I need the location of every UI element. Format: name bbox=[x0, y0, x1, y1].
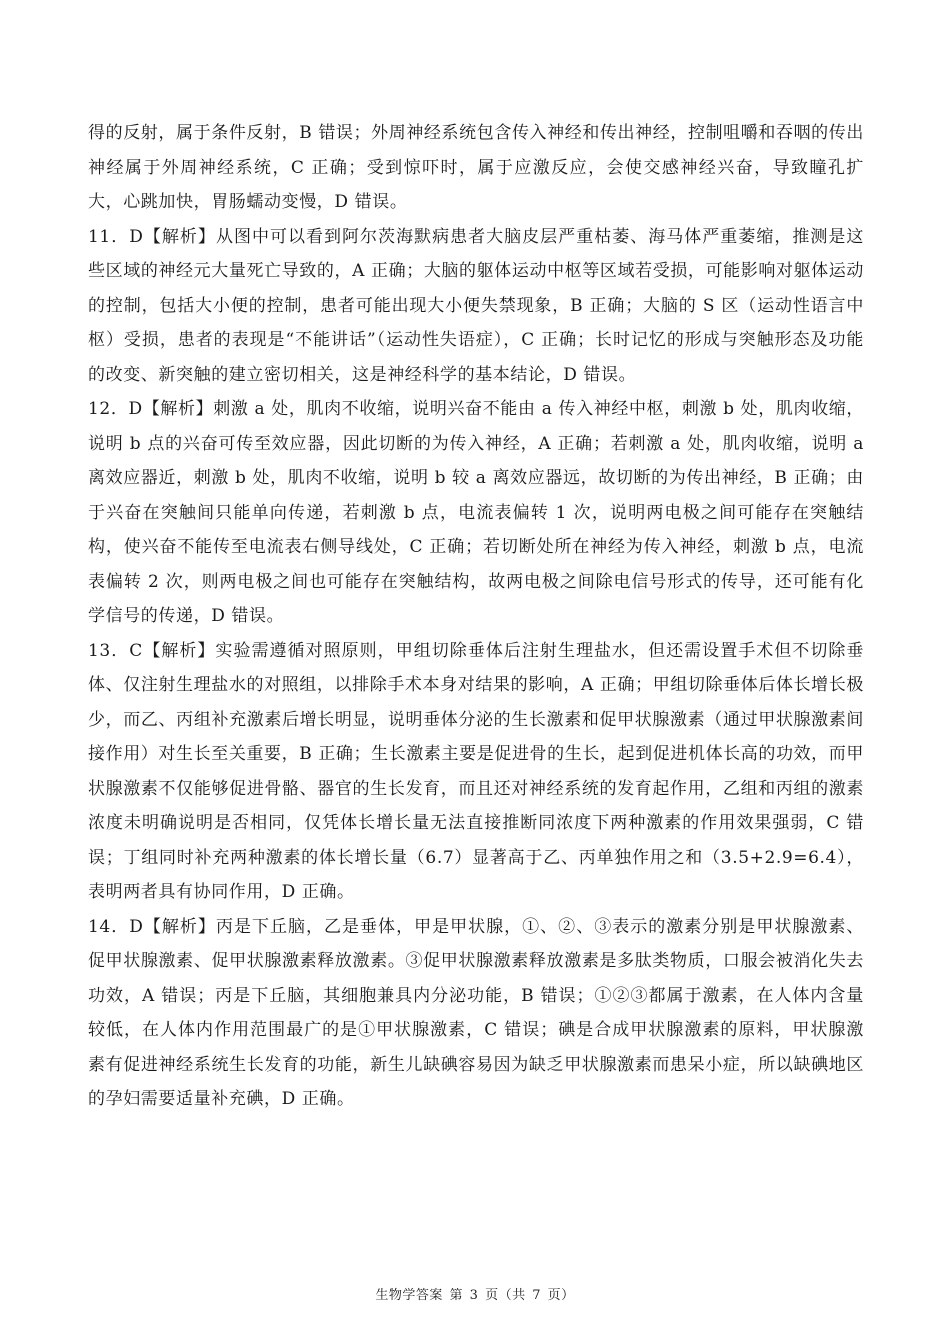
footer-subject: 生物学答案 bbox=[375, 1288, 443, 1303]
paragraph-q14: 14．D【解析】丙是下丘脑，乙是垂体，甲是甲状腺，①、②、③表示的激素分别是甲状腺激素、促甲状腺激素、促甲状腺激素释放激素。③促甲状腺激素释放激素是多肽类物质，口服会被消化失去功效，A 错误；丙是下丘脑，其细胞兼具内分泌功能，B 错误；①②③都属于激素，在人体内含量较低，在人体内作用范围最广的是①甲状腺激素，C 错误；碘是合成甲状腺激素的原料，甲状腺激素有促进神经系统生长发育的功能，新生儿缺碘容易因为缺乏甲状腺激素而患呆小症，所以缺碘地区的孕妇需要适量补充碘，D 正确。 bbox=[88, 916, 864, 1109]
paragraph-q12: 12．D【解析】刺激 a 处，肌肉不收缩，说明兴奋不能由 a 传入神经中枢，刺激 b 处，肌肉收缩，说明 b 点的兴奋可传至效应器，因此切断的为传入神经，A 正确；若刺激 a 处，肌肉收缩，说明 a 离效应器近，刺激 b 处，肌肉不收缩，说明 b 较 a 离效应器远，故切断的为传出神经，B 正确；由于兴奋在突触间只能单向传递，若刺激 b 点，电流表偏转 1 次，说明两电极之间可能存在突触结构，使兴奋不能传至电流表右侧导线处，C 正确；若切断处所在神经为传入神经，刺激 b 点，电流表偏转 2 次，则两电极之间也可能存在突触结构，故两电极之间除电信号形式的传导，还可能有化学信号的传递，D 错误。 bbox=[88, 399, 864, 626]
answer-body bbox=[88, 116, 864, 1117]
footer-total-suffix: 页） bbox=[547, 1288, 575, 1303]
paragraph-q11: 11．D【解析】从图中可以看到阿尔茨海默病患者大脑皮层严重枯萎、海马体严重萎缩，推测是这些区域的神经元大量死亡导致的，A 正确；大脑的躯体运动中枢等区域若受损，可能影响对躯体运动的控制，包括大小便的控制，患者可能出现大小便失禁现象，B 正确；大脑的 S 区（运动性语言中枢）受损，患者的表现是“不能讲话”（运动性失语症），C 正确；长时记忆的形成与突触形态及功能的改变、新突触的建立密切相关，这是神经科学的基本结论，D 错误。 bbox=[88, 226, 864, 385]
footer-page-prefix: 第 bbox=[449, 1288, 463, 1303]
paragraph-q13: 13．C【解析】实验需遵循对照原则，甲组切除垂体后注射生理盐水，但还需设置手术但不切除垂体、仅注射生理盐水的对照组，以排除手术本身对结果的影响，A 正确；甲组切除垂体后体长增长极少，而乙、丙组补充激素后增长明显，说明垂体分泌的生长激素和促甲状腺激素（通过甲状腺激素间接作用）对生长至关重要，B 正确；生长激素主要是促进骨的生长，起到促进机体长高的功效，而甲状腺激素不仅能够促进骨骼、器官的生长发育，而且还对神经系统的发育起作用，乙组和丙组的激素浓度未明确说明是否相同，仅凭体长增长量无法直接推断同浓度下两种激素的作用效果强弱，C 错误；丁组同时补充两种激素的体长增长量（6.7）显著高于乙、丙单独作用之和（3.5+2.9=6.4），表明两者具有协同作用，D 正确。 bbox=[88, 640, 864, 902]
page-footer bbox=[0, 1284, 950, 1303]
paragraph-q10-continued: 得的反射，属于条件反射，B 错误；外周神经系统包含传入神经和传出神经，控制咀嚼和吞咽的传出神经属于外周神经系统，C 正确；受到惊吓时，属于应激反应，会使交感神经兴奋，导致瞳孔扩大，心跳加快，胃肠蠕动变慢，D 错误。 bbox=[88, 123, 864, 212]
footer-total-pages: 7 bbox=[532, 1288, 541, 1303]
footer-page-unit: 页（共 bbox=[485, 1288, 526, 1303]
footer-page-number: 3 bbox=[469, 1288, 479, 1303]
